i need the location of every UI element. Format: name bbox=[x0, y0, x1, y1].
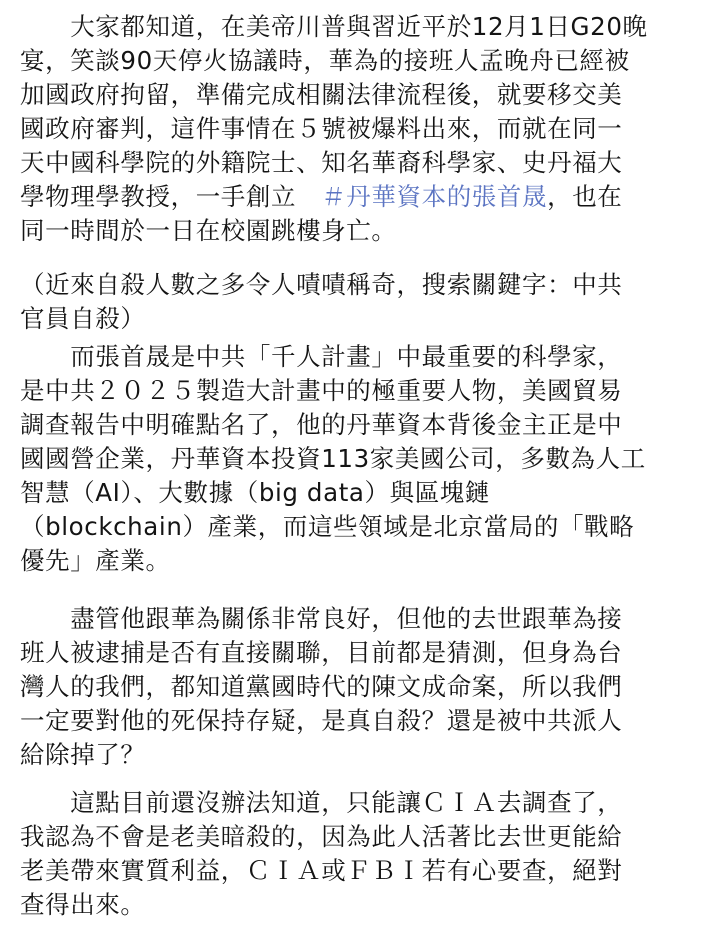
text-segment: 一定要對他的死保持存疑，是真自殺？還是被中共派人 bbox=[20, 706, 623, 735]
text-segment: ，也在 bbox=[547, 182, 623, 211]
text-line bbox=[20, 302, 622, 336]
text-segment: 老美帶來實質利益，ＣＩＡ或ＦＢＩ若有心要查，絕對 bbox=[20, 856, 623, 885]
text-segment: 官員自殺） bbox=[20, 304, 146, 333]
post-paragraph bbox=[20, 10, 648, 248]
text-line bbox=[20, 408, 646, 442]
text-line bbox=[20, 704, 622, 738]
text-segment: 國政府審判，這件事情在５號被爆料出來，而就在同一 bbox=[20, 114, 623, 143]
text-line bbox=[20, 78, 648, 112]
text-line bbox=[20, 180, 648, 214]
text-segment: 班人被逮捕是否有直接關聯，目前都是猜測，但身為台 bbox=[20, 638, 623, 667]
text-line bbox=[20, 636, 622, 670]
text-line bbox=[20, 374, 646, 408]
text-line bbox=[20, 214, 648, 248]
text-line bbox=[20, 10, 648, 44]
text-segment: （近來自殺人數之多令人嘖嘖稱奇，搜索關鍵字：中共 bbox=[20, 270, 623, 299]
text-line bbox=[20, 820, 622, 854]
text-line bbox=[20, 602, 622, 636]
text-line bbox=[20, 476, 646, 510]
text-segment: 大家都知道，在美帝川普與習近平於12月1日G20晚 bbox=[20, 12, 648, 41]
text-line bbox=[20, 112, 648, 146]
text-line bbox=[20, 738, 622, 772]
text-line bbox=[20, 888, 622, 922]
text-line bbox=[20, 442, 646, 476]
text-segment: 國國營企業，丹華資本投資113家美國公司，多數為人工 bbox=[20, 444, 646, 473]
text-line bbox=[20, 670, 622, 704]
text-segment: 學物理學教授，一手創立 bbox=[20, 182, 322, 211]
text-segment: 給除掉了？ bbox=[20, 740, 146, 769]
text-segment: 是中共２０２５製造大計畫中的極重要人物，美國貿易 bbox=[20, 376, 623, 405]
text-segment: （blockchain）產業，而這些領域是北京當局的「戰略 bbox=[20, 512, 635, 541]
text-line bbox=[20, 510, 646, 544]
post-paragraph bbox=[20, 786, 622, 922]
text-segment: 宴，笑談90天停火協議時，華為的接班人孟晚舟已經被 bbox=[20, 46, 630, 75]
text-segment: 天中國科學院的外籍院士、知名華裔科學家、史丹福大 bbox=[20, 148, 623, 177]
text-line bbox=[20, 146, 648, 180]
text-line bbox=[20, 544, 646, 578]
text-line bbox=[20, 44, 648, 78]
post-paragraph bbox=[20, 340, 646, 578]
text-line bbox=[20, 854, 622, 888]
text-line bbox=[20, 340, 646, 374]
text-segment: 智慧（AI）、大數據（big data）與區塊鏈 bbox=[20, 478, 491, 507]
hashtag-link[interactable]: ＃丹華資本的張首晟 bbox=[321, 182, 548, 211]
text-segment: 優先」產業。 bbox=[20, 546, 171, 575]
text-segment: 這點目前還沒辦法知道，只能讓ＣＩＡ去調查了， bbox=[20, 788, 623, 817]
text-segment: 盡管他跟華為關係非常良好，但他的去世跟華為接 bbox=[20, 604, 623, 633]
text-segment: 灣人的我們，都知道黨國時代的陳文成命案，所以我們 bbox=[20, 672, 623, 701]
text-segment: 調查報告中明確點名了，他的丹華資本背後金主正是中 bbox=[20, 410, 623, 439]
post-paragraph bbox=[20, 268, 622, 336]
post-paragraph bbox=[20, 602, 622, 772]
text-segment: 而張首晟是中共「千人計畫」中最重要的科學家， bbox=[20, 342, 623, 371]
text-segment: 同一時間於一日在校園跳樓身亡。 bbox=[20, 216, 397, 245]
text-segment: 我認為不會是老美暗殺的，因為此人活著比去世更能給 bbox=[20, 822, 623, 851]
text-segment: 加國政府拘留，準備完成相關法律流程後，就要移交美 bbox=[20, 80, 623, 109]
text-segment: 查得出來。 bbox=[20, 890, 146, 919]
text-line bbox=[20, 268, 622, 302]
text-line bbox=[20, 786, 622, 820]
